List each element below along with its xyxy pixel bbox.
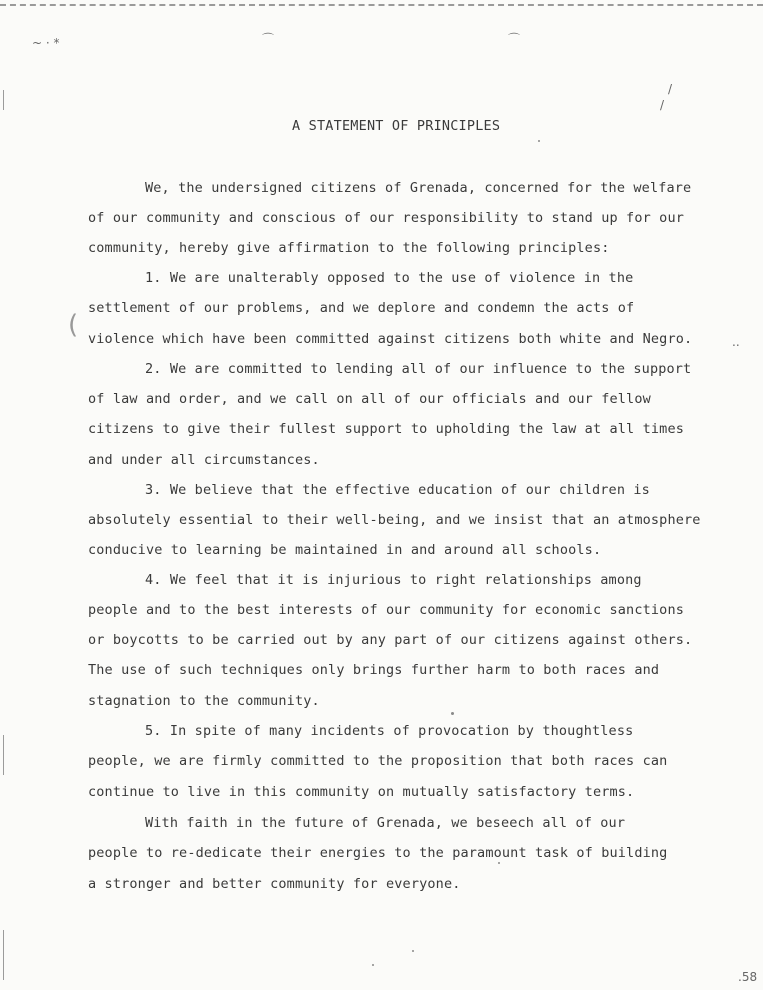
paragraph-line: conducive to learning be maintained in and around all schools. (88, 542, 602, 558)
left-margin-rule (3, 90, 4, 110)
document-title: A STATEMENT OF PRINCIPLES (292, 118, 501, 134)
paragraph-line: people, we are firmly committed to the proposition that both races can (88, 753, 668, 769)
paragraph-line: people and to the best interests of our community for economic sanctions (88, 602, 684, 618)
scan-mark: .. (732, 335, 740, 349)
left-margin-rule (3, 735, 4, 775)
paragraph-line: community, hereby give affirmation to the following principles: (88, 240, 610, 256)
left-margin-rule (3, 930, 4, 980)
paragraph-line: We, the undersigned citizens of Grenada, concerned for the welfare (145, 180, 692, 196)
scan-speck (498, 862, 500, 864)
scan-mark: ( (68, 310, 79, 340)
paragraph-line: 4. We feel that it is injurious to right relationships among (145, 572, 642, 588)
top-border (0, 0, 763, 6)
paragraph-line: With faith in the future of Grenada, we beseech all of our (145, 815, 626, 831)
paragraph-line: citizens to give their fullest support to upholding the law at all times (88, 421, 684, 437)
paragraph-line: absolutely essential to their well-being, and we insist that an atmosphere (88, 512, 701, 528)
paragraph-line: a stronger and better community for everyone. (88, 876, 461, 892)
paragraph-line: The use of such techniques only brings further harm to both races and (88, 662, 660, 678)
paragraph-line: settlement of our problems, and we deplore and condemn the acts of (88, 300, 635, 316)
paragraph-line: continue to live in this community on mutually satisfactory terms. (88, 784, 635, 800)
scan-mark: ⌒ (262, 32, 275, 46)
scan-mark: ⌒ (508, 32, 521, 46)
paragraph-line: 1. We are unalterably opposed to the use of violence in the (145, 270, 634, 286)
paragraph-line: violence which have been committed against citizens both white and Negro. (88, 331, 693, 347)
paragraph-line: people to re-dedicate their energies to the paramount task of building (88, 845, 668, 861)
paragraph-line: 5. In spite of many incidents of provocation by thoughtless (145, 723, 634, 739)
scan-speck (412, 950, 414, 952)
scan-speck (451, 712, 454, 715)
paragraph-line: or boycotts to be carried out by any part of our citizens against others. (88, 632, 693, 648)
paragraph-line: and under all circumstances. (88, 452, 320, 468)
scan-mark: / (660, 98, 665, 112)
scan-mark: .58 (738, 970, 758, 984)
paragraph-line: 2. We are committed to lending all of our influence to the support (145, 361, 692, 377)
scan-mark: ~ · * (32, 36, 60, 50)
paragraph-line: stagnation to the community. (88, 693, 320, 709)
scan-speck (372, 964, 374, 966)
scan-speck (538, 140, 540, 142)
scan-mark: / (668, 82, 673, 96)
paragraph-line: of law and order, and we call on all of our officials and our fellow (88, 391, 651, 407)
paragraph-line: of our community and conscious of our responsibility to stand up for our (88, 210, 684, 226)
paragraph-line: 3. We believe that the effective education of our children is (145, 482, 650, 498)
